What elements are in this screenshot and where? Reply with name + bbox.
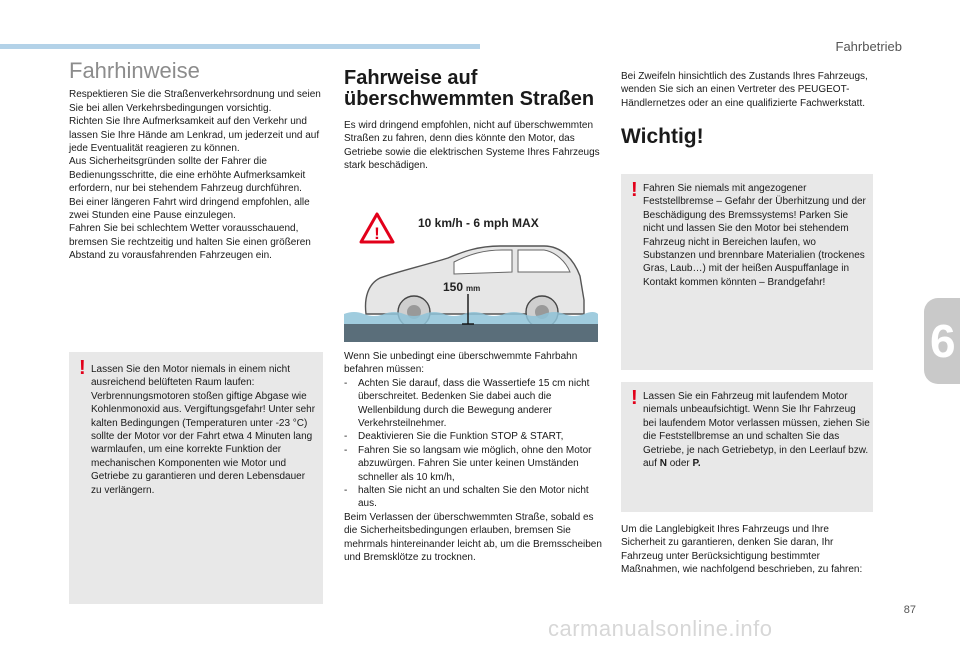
warning-text: Fahren Sie niemals mit angezogener Feststellbremse – Gefahr der Überhitzung und der Beschädigung des Bremssystems! Parken Sie nicht und lassen Sie den Motor bei stehendem Fahrzeug nicht in Bereichen laufen, wo Substanzen und brennbare Materialien (trockenes Gras, Laub…) mit der heißen Auspuffanlage in Kontakt kommen könnten – Brandgefahr! <box>643 183 866 288</box>
longevity-text: Um die Langlebigkeit Ihres Fahrzeugs und Ihre Sicherheit zu garantieren, denken Sie daran, Ihr Fahrzeug unter Berücksichtigung bestimmter Maßnahmen, wie nachfolgend beschrieben, zu fahren: <box>621 524 863 576</box>
svg-text:!: ! <box>374 224 380 243</box>
list-item: - Achten Sie darauf, dass die Wassertiefe 15 cm nicht überschreitet. Bedenken Sie dabei auch die Wellenbildung durch die Bewegung anderer Verkehrsteilnehmer. <box>344 377 602 431</box>
page-number: 87 <box>903 604 916 616</box>
paragraph: Aus Sicherheitsgründen sollte der Fahrer die Bedienungsschritte, die eine erhöhte Aufmerksamkeit erfordern, nur bei stehendem Fahrzeug durchführen. <box>69 156 306 195</box>
page-title: Fahrhinweise <box>69 58 200 83</box>
list-item: - Deaktivieren Sie die Funktion STOP & START, <box>344 430 602 443</box>
warning-box-engine <box>69 352 323 604</box>
intro-text: Es wird dringend empfohlen, nicht auf überschwemmten Straßen zu fahren, denn dies könnte den Motor, das Getriebe sowie die elektrischen Systeme Ihres Fahrzeugs stark beschädigen. <box>344 120 600 172</box>
paragraph: Fahren Sie bei schlechtem Wetter vorausschauend, bremsen Sie rechtzeitig und halten Sie einen größeren Abstand zu vorausfahrenden Fahrzeugen ein. <box>69 223 311 262</box>
car-in-water-graphic <box>344 206 598 342</box>
warning-box-engine-running <box>621 382 873 512</box>
important-heading: Wichtig! <box>621 125 704 149</box>
paragraph: Respektieren Sie die Straßenverkehrsordnung und seien Sie bei allen Verkehrsbedingungen vorsichtig. <box>69 89 321 114</box>
water-depth-value: 150 <box>442 280 463 294</box>
middle-column-top <box>344 68 602 173</box>
warning-box-parking-brake <box>621 174 873 370</box>
chapter-number: 6 <box>930 315 956 367</box>
section-title: Fahrbetrieb <box>835 39 902 54</box>
section-heading: Fahrweise auf überschwemmten Straßen <box>344 67 595 110</box>
header-accent-bar <box>0 44 480 49</box>
list-item: - Fahren Sie so langsam wie möglich, ohne den Motor abzuwürgen. Fahren Sie unter keinen Umständen schneller als 10 km/h, <box>344 444 602 484</box>
instructions-list <box>344 377 602 511</box>
paragraph: Richten Sie Ihre Aufmerksamkeit auf den Verkehr und lassen Sie Ihre Hände am Lenkrad, um jederzeit und auf jede Eventualität reagieren zu können. <box>69 116 320 155</box>
chapter-tab <box>924 298 960 384</box>
exclamation-mark-icon: ! <box>631 387 638 409</box>
warning-text: Lassen Sie den Motor niemals in einem nicht ausreichend belüfteten Raum laufen: Verbrennungsmotoren stoßen giftige Abgase wie Kohlenmonoxid aus. Vergiftungsgefahr! Unter sehr kalten Bedingungen (Temperaturen unter -23 °C) sollte der Motor vor der Fahrt etwa 4 Minuten lang warmlaufen, um eine korrekte Funktion der mechanischen Komponenten wie Motor und Getriebe zu garantieren und deren Lebensdauer zu verlängern. <box>91 364 316 496</box>
exclamation-mark-icon: ! <box>79 357 86 379</box>
speed-limit-label: 10 km/h - 6 mph MAX <box>418 216 539 230</box>
exclamation-mark-icon: ! <box>631 179 638 201</box>
paragraph: Bei einer längeren Fahrt wird dringend empfohlen, alle zwei Stunden eine Pause einzulegen. <box>69 196 310 222</box>
water-depth-unit: mm <box>466 284 481 293</box>
gear-n-label: N <box>659 458 667 470</box>
right-column-top <box>621 70 875 149</box>
dealer-hint-text: Bei Zweifeln hinsichtlich des Zustands Ihres Fahrzeugs, wenden Sie sich an einen Vertreter des PEUGEOT-Händlernetzes oder an eine qualifizierte Fachwerkstatt. <box>621 71 868 109</box>
watermark: carmanualsonline.info <box>548 616 773 641</box>
gear-p-label: P. <box>692 458 701 470</box>
left-column <box>69 58 323 263</box>
list-item: - halten Sie nicht an und schalten Sie den Motor nicht aus. <box>344 484 602 511</box>
warning-text: Lassen Sie ein Fahrzeug mit laufendem Motor niemals unbeaufsichtigt. Wenn Sie Ihr Fahrzeug bei laufendem Motor verlassen müssen, ziehen Sie die Feststellbremse an und schalten Sie das Getriebe, je nach Getriebetyp, in den Leerlauf bzw. auf N oder P. <box>643 391 870 470</box>
middle-column-bottom <box>344 350 602 565</box>
outro-text: Beim Verlassen der überschwemmten Straße, sobald es die Sicherheitsbedingungen erlauben, bremsen Sie mehrmals hintereinander leicht ab, um die Bremsscheiben und Bremsklötze zu trocknen. <box>344 511 602 564</box>
flooded-road-illustration <box>344 206 598 342</box>
instructions-lead: Wenn Sie unbedingt eine überschwemmte Fahrbahn befahren müssen: <box>344 351 578 376</box>
right-column-bottom <box>621 523 875 577</box>
